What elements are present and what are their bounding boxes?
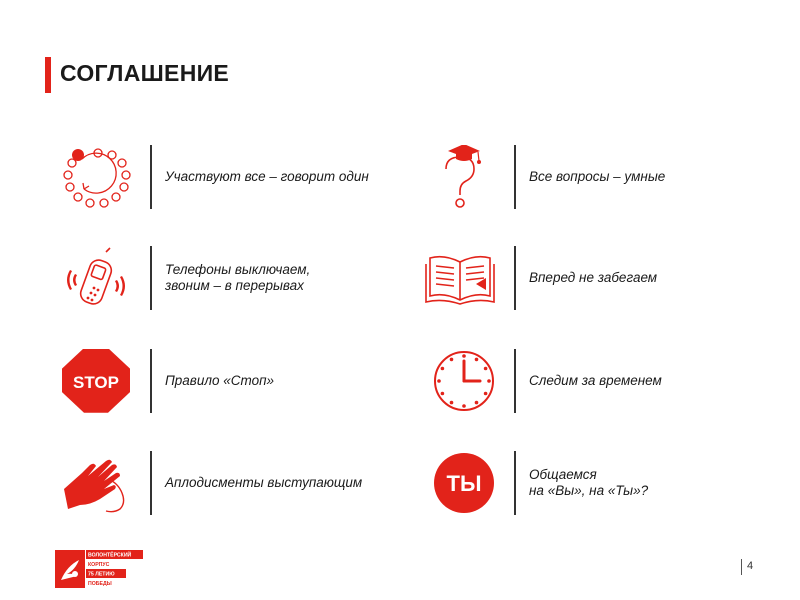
stop-label: STOP — [73, 373, 119, 392]
rule-text: Правило «Стоп» — [165, 373, 275, 388]
svg-text:ВОЛОНТЁРСКИЙ: ВОЛОНТЁРСКИЙ — [88, 552, 132, 559]
divider — [150, 349, 152, 413]
svg-text:75 ЛЕТИЮ: 75 ЛЕТИЮ — [88, 571, 115, 578]
rule-item-applause — [60, 451, 390, 515]
divider — [514, 451, 516, 515]
rule-text: Аплодисменты выступающим — [165, 475, 363, 490]
question-graduation-cap-icon — [424, 145, 496, 209]
page-number: 4 — [747, 560, 754, 572]
svg-text:КОРПУС: КОРПУС — [88, 562, 110, 568]
clock-icon — [424, 349, 496, 413]
page-number-divider — [741, 559, 742, 575]
volunteer-corps-logo-icon — [55, 550, 145, 588]
rule-text: Следим за временем — [529, 373, 662, 388]
rule-item-phones — [60, 246, 390, 310]
open-book-icon — [424, 246, 496, 310]
rule-item-address — [424, 451, 754, 515]
page-title: СОГЛАШЕНИЕ — [60, 60, 230, 86]
clapping-hands-icon — [60, 451, 132, 515]
divider — [150, 246, 152, 310]
people-circle-icon — [60, 145, 132, 209]
stop-sign-icon — [60, 349, 132, 413]
rule-item-stop — [60, 349, 390, 413]
rule-item-questions — [424, 145, 754, 209]
rule-item-book — [424, 246, 754, 310]
divider — [150, 451, 152, 515]
rule-text: Вперед не забегаем — [529, 270, 658, 285]
ty-label: ТЫ — [446, 471, 482, 496]
divider — [514, 349, 516, 413]
rule-item-time — [424, 349, 754, 413]
rule-text: Участвуют все – говорит один — [165, 169, 369, 184]
title-accent-bar — [45, 57, 51, 93]
rule-text: Общаемся на «Вы», на «Ты»? — [529, 467, 649, 498]
ty-circle-icon — [424, 451, 496, 515]
rule-item-speak-one — [60, 145, 390, 209]
divider — [514, 145, 516, 209]
divider — [514, 246, 516, 310]
vibrating-phone-icon — [60, 246, 132, 310]
divider — [150, 145, 152, 209]
rule-text: Все вопросы – умные — [529, 169, 666, 184]
rule-text: Телефоны выключаем, звоним – в перерывах — [165, 262, 311, 293]
svg-text:ПОБЕДЫ: ПОБЕДЫ — [88, 581, 112, 587]
